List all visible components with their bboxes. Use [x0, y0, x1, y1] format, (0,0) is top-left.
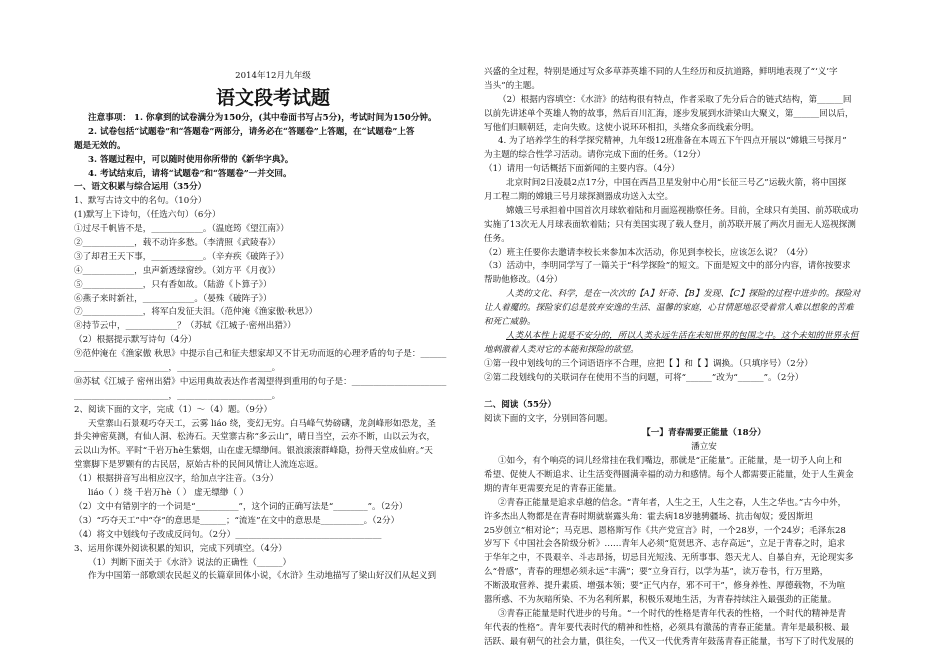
text-line: 以前先讲述单个英雄人物的故事，然后百川汇海，逐步发展到水浒梁山大聚义，第______回以后，	[484, 108, 854, 119]
question-4b: 为主题的综合性学习活动。请你完成下面的任务。（12分）	[484, 150, 706, 161]
article-author: 潘立安	[691, 442, 717, 453]
article-line: 嚣所惑、不为灰暗所染、不为名利所累，积极乐观地生活，为青春持续注入最强劲的正能量。	[484, 594, 837, 605]
article-line: 么“骨感”，青春的理想必须永远“丰满”；要“立身百行，以学为基”，读万卷书，行万里路，	[484, 567, 829, 578]
poem-blank: ______________________，______________________。	[74, 363, 281, 374]
poem-prompt: ⑨范仲淹在《渔家傲 秋思》中提示自己和征夫想家却又不甘无功而返的心理矛盾的句子是：______	[74, 349, 447, 360]
reading-line: 堂寨脚下是罗颗有的古民居，原始古朴的民间风情让人流连忘返。	[74, 460, 324, 471]
note-3: 3. 答题过程中，可以随时使用你所带的《新华字典》。	[88, 154, 294, 165]
article-line: 岁写下《中国社会各阶级分析》……青年人必须“览贤思齐、志存高远”，立足于青春之时，追求	[484, 539, 846, 550]
essay-line: 人类的文化、科学，是在一次次的【A】奸奇、【B】发现、【C】探险的过程中进步的。探险对	[506, 289, 861, 300]
text-line: （2）根据内容填空：《水浒》的结构很有特点，作者采取了先分后合的链式结构，第______回	[498, 94, 852, 105]
question-4: 4. 为了培养学生的科学探究精神，九年级12班准备在本周五下午四点开展以“嫦娥三号探月”	[498, 136, 847, 147]
essay-line: 人类从本性上说是不安分的，所以人类永远生活在未知世界的包围之中。这个未知的世界永恒	[506, 330, 859, 341]
question-2: 2、阅读下面的文字，完成（1）～（4）题。（9分）	[74, 404, 273, 415]
question-3: 3、运用你课外阅读积累的知识，完成下列填空。（4分）	[74, 543, 287, 554]
question-2c: （3）“巧夺天工”中“夺”的意思是______；“流连”在文中的意思是__________。（2分）	[74, 515, 400, 526]
section-1-heading: 一、语文积累与综合运用（35分）	[74, 182, 207, 193]
note-1: 注意事项： 1. 你拿到的试卷满分为150分，(其中卷面书写占5分)，考试时间为150分钟。	[88, 113, 437, 123]
question-4d: （2）班主任要你去邀请李校长来参加本次活动，你见到李校长，应该怎么说？（4分）	[484, 247, 813, 258]
article-line: ①如今，有个响亮的词儿经常挂在我们嘴边，那就是“正能量”。正能量，是一切予人向上和	[498, 456, 842, 467]
question-2a-blanks: liáo（ ）绕 千岩万hè（ ） 虚无缥缈（ ）	[88, 488, 249, 499]
news-line: 月工程二期的嫦娥三号月球探测器成功送入太空。	[484, 192, 674, 203]
question-2b: （2）文中有错别字的一个词是“__________”，这个词的正确写法是“________”。（2分）	[74, 501, 408, 512]
poem-line: ⑧持节云中，____________？（苏轼《江城子·密州出猎》）	[74, 321, 296, 332]
article-line: 期的青年更需要充足的青春正能量。	[484, 483, 622, 494]
question-2a: （1）根据拼音写出相应汉字，给加点字注音。（3分）	[74, 474, 279, 485]
exam-date: 2014年12月九年级	[235, 71, 311, 81]
reading-line: 云以山为怀。平时“千岩万hè生紫烟，山在虚无缥缈间。银浪滚滚群峰隐，扮得天堂成仙府。”天	[74, 446, 433, 457]
news-line: 北京时间2日凌晨2点17分，中国在西昌卫星发射中心用“长征三号乙”运载火箭，将中国探	[506, 178, 847, 189]
poem-line: ⑥燕子来时新社，____________。（晏殊《破阵子》）	[74, 293, 272, 304]
poem-line: ⑤______________，只有香如故。（陆游《卜算子》）	[74, 279, 272, 290]
question-3b: 作为中国第一部歌颂农民起义的长篇章回体小说，《水浒》生动地描写了梁山好汉们从起义到	[88, 571, 437, 582]
question-3a: （1）判断下面关于《水浒》说法的正确性（______）	[88, 557, 292, 568]
section-2-heading: 二、阅读（55分）	[484, 400, 557, 411]
text-line: 兴盛的全过程，特别是通过写众多草莽英雄不同的人生经历和反抗道路，鲜明地表现了“‘义’字	[484, 67, 838, 77]
article-line: ③青春正能量是时代进步的号角。“一个时代的性格是青年代表的性格，一个时代的精神是青	[498, 608, 847, 619]
section-2-intro: 阅读下面的文字，分别回答问题。	[484, 414, 613, 425]
question-4e: （3）活动中，李明同学写了一篇关于“科学探险”的短文。下面是短文中的部分内容，请你按要求	[484, 261, 851, 272]
question-4g: ②第二段划线句的关联词存在使用不当的问题，可将“______”改为“______”。（2分）	[484, 372, 804, 383]
question-4e2: 帮助他修改。（4分）	[484, 275, 563, 286]
note-4: 4. 考试结束后，请将“试题卷”和“答题卷”一并交回。	[88, 168, 292, 179]
poem-prompt: ⑩苏轼《江城子 密州出猎》中运用典故表达作者渴望得到重用的句子是：______________________	[74, 376, 447, 387]
text-line: 当头”的主题。	[484, 80, 540, 91]
essay-line: 让人着魔的。探险家们总是放弃安逸的生活、温馨的家庭，心甘情愿地忍受着常人难以想象的苦难	[484, 303, 854, 314]
article-line: 于华年之中，不畏艰辛、斗志昂扬，切忌目光短浅、无所事事、怨天尤人、自暴自弃，无论现实多	[484, 553, 854, 564]
poem-line: ②____________，载不动许多愁。（李清照《武陵春》）	[74, 238, 281, 249]
text-line: 写他们归顺朝廷，走向失败。这使小说环环相扣，头绪众多而线索分明。	[484, 122, 760, 133]
poem-line: ④____________，虫声新透绿窗纱。（刘方平《月夜》）	[74, 265, 281, 276]
news-line: 任务。	[484, 233, 510, 244]
page-title: 语文段考试题	[215, 87, 330, 109]
article-line: 25岁创立“相对论”；马克思、恩格斯写作《共产党宣言》时，一个28岁，一个24岁；毛泽东28	[484, 525, 846, 536]
reading-line: 卦尖神密莫测，有仙人洞、松涛石。天堂寨古称“多云山”，晴日当空，云亦不断，山以云为衣，	[74, 432, 436, 443]
article-line: 年代表的性格”。青年要代表时代的精神和性格，必须具有激荡的青春正能量。青年是最积极、最	[484, 622, 850, 633]
poem-line: ③了却君王天下事，____________。（辛弃疾《破阵子》）	[74, 251, 289, 262]
news-line: 实施了13次无人月球表面软着陆；只有美国实现了载人登月，前苏联开展了两次月面无人巡视探测	[484, 219, 856, 230]
left-column	[74, 0, 472, 658]
question-4f: ①第一段中划线句的三个词语语序不合理，应把【 】和【 】调换。（只填序号）（2分）	[484, 358, 813, 369]
note-2: 2. 试卷包括“试题卷”和“答题卷”两部分，请务必在“答题卷”上答题，在“试题卷”上答	[88, 126, 415, 137]
poem-line: ⑦______________，将军白发征夫泪。（范仲淹《渔家傲·秋思》）	[74, 307, 318, 318]
right-column	[484, 0, 924, 658]
article-line: 希望、促使人不断追求、让生活变得圆满幸福的动力和感情。每个人都需要正能量，处于人生黄金	[484, 469, 854, 480]
question-1b: （2）根据提示默写诗句（4分）	[74, 335, 197, 346]
essay-line: 地刺激着人类对它的本能和探险的欲望。	[484, 344, 639, 355]
question-1: 1、默写古诗文中的名句。（10分）	[74, 196, 207, 207]
article-title: 【一】青春需要正能量（18分）	[642, 428, 766, 439]
reading-line: 天堂寨山石景观巧夺天工，云雾 liáo 绕，变幻无穷。白马峰气势磅礴，龙剑峰形如恐龙，圣	[88, 418, 436, 429]
news-line: 嫦娥三号承担着中国首次月球软着陆和月面巡视勘察任务。目前，全球只有美国、前苏联成功	[506, 205, 859, 216]
essay-line: 和死亡威胁。	[484, 317, 536, 328]
article-line: 活跃、最有朝气的社会力量，俱往矣，一代又一代优秀青年鼓荡青春正能量，书写下了时代发展的	[484, 636, 854, 647]
spacer	[484, 385, 924, 399]
poem-line: ①过尽千帆皆不是，____________。（温庭筠《望江南》）	[74, 224, 289, 235]
article-line: 许多杰出人物都是在青春时期就崭露头角：霍去病18岁驰骋疆场、抗击匈奴；爱因斯坦	[484, 511, 813, 522]
note-2b: 题是无效的。	[74, 140, 126, 151]
article-line: 不断汲取营养、提升素质、增强本领；要“正气内存，邪不可干”，修身养性、厚德载物，不为喧	[484, 581, 846, 592]
poem-blank: ______________________，______________________。	[74, 390, 281, 401]
question-2d: （4）将文中划线句子改成反问句。（2分）__________________________________	[74, 529, 382, 540]
question-1a: (1)默写上下诗句，（任选六句）（6分）	[74, 210, 221, 221]
article-line: ②青春正能量是追求卓越的信念。“青年者，人生之王，人生之春，人生之华也。”古今中外，	[498, 497, 847, 508]
question-4c: （1）请用一句话概括下面新闻的主要内容。（4分）	[484, 164, 680, 175]
